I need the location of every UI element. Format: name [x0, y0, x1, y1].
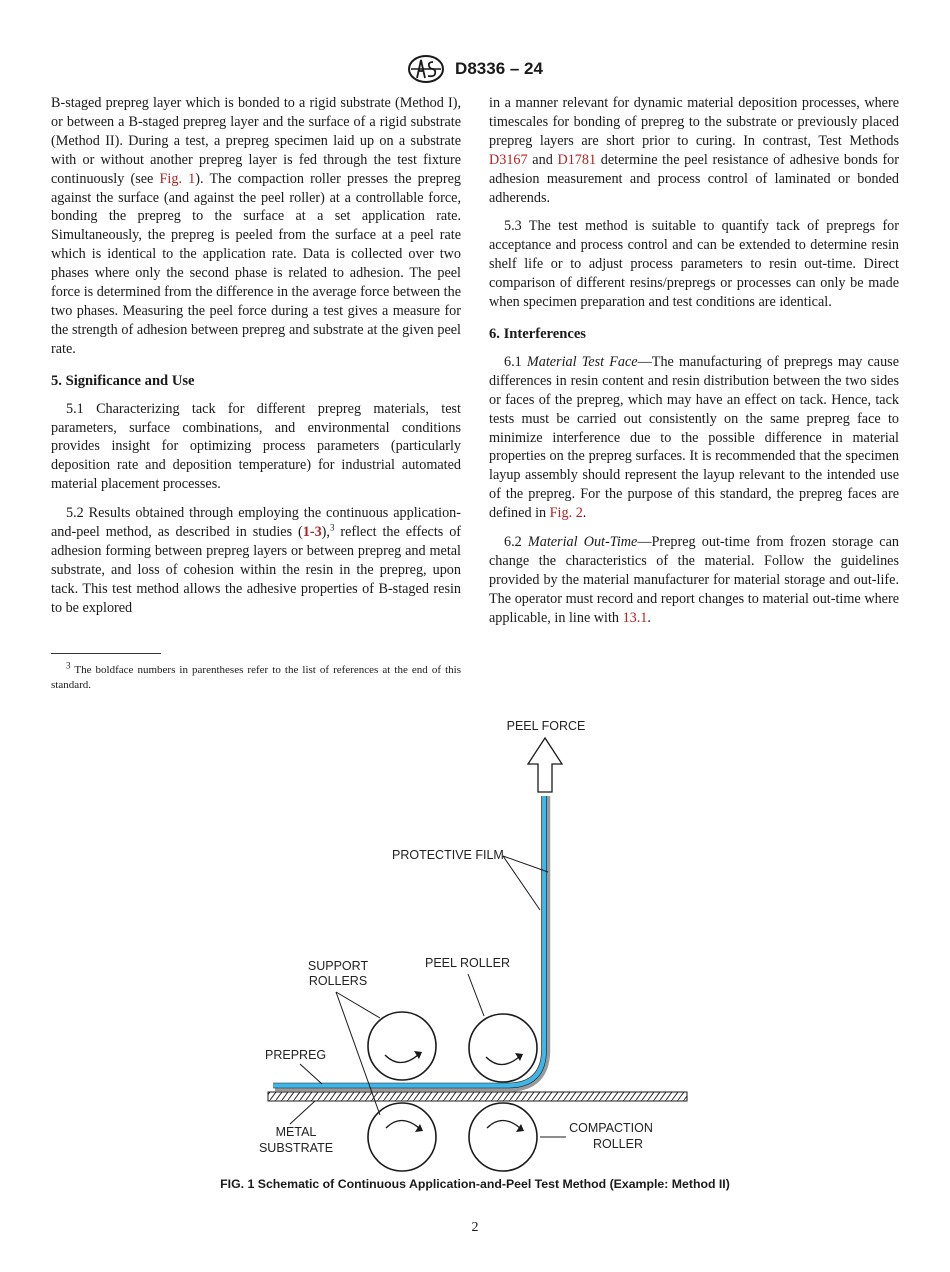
paragraph-5-2: 5.2 Results obtained through employing the continuous application-and-peel method, as described in studies (1-3),$^3$ reflect the effects of adhesion forming between prepreg layers or between prepreg and metal substrate, and loss of cohesion within the resin in the prepreg, upon tack. This test method allows the adhesive properties of B-staged resin to be explored [51, 505, 462, 616]
peel-force-arrow [528, 738, 562, 792]
label-compaction-roller-1: COMPACTION [569, 1121, 653, 1135]
d3167-link[interactable]: D3167 [489, 151, 528, 168]
label-protective-film: PROTECTIVE FILM [392, 848, 504, 862]
section-6-heading: 6. Interferences [489, 325, 586, 342]
fig1-link[interactable]: Fig. 1 [159, 170, 196, 187]
paragraph-5-2-continued: in a manner relevant for dynamic material deposition processes, where timescales for bonding of prepreg to the substrate or previously placed prepreg layers are short prior to curing. In contrast, Test Methods D3167 and D1781 determine the peel resistance of adhesive bonds for adhesion measurement and process control of laminated or bonded adherends. [489, 95, 899, 206]
label-support-rollers-1: SUPPORT [307, 959, 369, 973]
figure-caption: FIG. 1 Schematic of Continuous Application-and-Peel Test Method (Example: Method II) [220, 1177, 730, 1191]
footnote-divider [51, 653, 161, 654]
astm-logo-icon [407, 54, 445, 84]
document-designation: D8336 – 24 [455, 59, 543, 78]
label-peel-force: PEEL FORCE [506, 719, 586, 733]
page-number: 2 [471, 1220, 479, 1235]
fig2-link[interactable]: Fig. 2 [549, 505, 583, 522]
figure-1 [0, 700, 950, 1180]
label-compaction-roller-2: ROLLER [592, 1137, 644, 1151]
support-roller-bottom [368, 1103, 436, 1171]
reference-link[interactable]: 1-3 [302, 524, 322, 541]
paragraph-5-3: 5.3 The test method is suitable to quantify tack of prepregs for acceptance and process control and can be extended to determine resin shelf life or to adjust process parameters to resin out-time. Direct comparison of different resins/prepregs or processes can only be made when specimen preparation and test conditions are identical. [489, 218, 899, 311]
footnote: $^3$ The boldface numbers in parentheses refer to the list of references at the end of this standard. [51, 660, 461, 691]
left-column [51, 94, 461, 618]
paragraph-6-2: 6.2 Material Out-Time—Prepreg out-time from frozen storage can change the characteristics of the material. Follow the guidelines provided by the material manufacturer for material storage and out-life. The operator must record and report changes to material out-time where applicable, in line with 13.1. [489, 534, 899, 626]
compaction-roller [469, 1103, 537, 1171]
paragraph-intro: B-staged prepreg layer which is bonded to a rigid substrate (Method I), or between a B-staged prepreg layer and the surface of a rigid substrate (Method II). During a test, a prepreg specimen laid up on a substrate with or without another prepreg layer is fed through the test fixture continuously (see Fig. 1). The compaction roller presses the prepreg against the surface (and against the peel roller) at a controllable force, bonding the prepreg to the surface at a set application rate. Simultaneously, the prepreg is peeled from the surface at a peel rate which is identical to the application rate. Data is collected over two phases where only the second phase is related to adhesion. The peel force is determined from the difference in the average force between the two phases. Measuring the peel force during a test gives a measure for the strength of adhesion between prepreg and substrate at the given peel rate. [51, 95, 461, 357]
label-metal-substrate-1: METAL [275, 1125, 317, 1139]
paragraph-5-1: 5.1 Characterizing tack for different prepreg materials, test parameters, surface combinations, and environmental conditions provides insight for optimizing process parameters (particularly deposition rate and deposition temperature) for industrial automated material placement processes. [51, 400, 461, 493]
label-metal-substrate-2: SUBSTRATE [258, 1141, 334, 1155]
label-prepreg: PREPREG [265, 1048, 327, 1062]
figure-1-schematic [0, 700, 950, 1180]
peel-roller [469, 1014, 537, 1082]
support-roller-top [368, 1012, 436, 1080]
paragraph-6-1: 6.1 Material Test Face—The manufacturing of prepregs may cause differences in resin content and resin distribution between the two sides or faces of the prepreg, which may have an effect on tack. Hence, tack tests must be carried out consistently on the same prepreg face to minimize interference due to the possible difference in material properties on the prepreg surfaces. It is recommended that the specimen layup assembly should represent the layup relevant to the intended use of the prepreg. For the purpose of this standard, the prepreg faces are defined in Fig. 2. [489, 353, 899, 522]
label-support-rollers-2: ROLLERS [308, 974, 368, 988]
page-header [0, 54, 950, 84]
metal-substrate [268, 1092, 687, 1101]
d1781-link[interactable]: D1781 [557, 151, 597, 168]
section-5-heading: 5. Significance and Use [51, 372, 195, 389]
section-13-1-link[interactable]: 13.1 [622, 609, 648, 626]
label-peel-roller: PEEL ROLLER [425, 956, 510, 970]
right-column [489, 94, 899, 628]
footnote-mark[interactable]: 3 [329, 522, 335, 533]
